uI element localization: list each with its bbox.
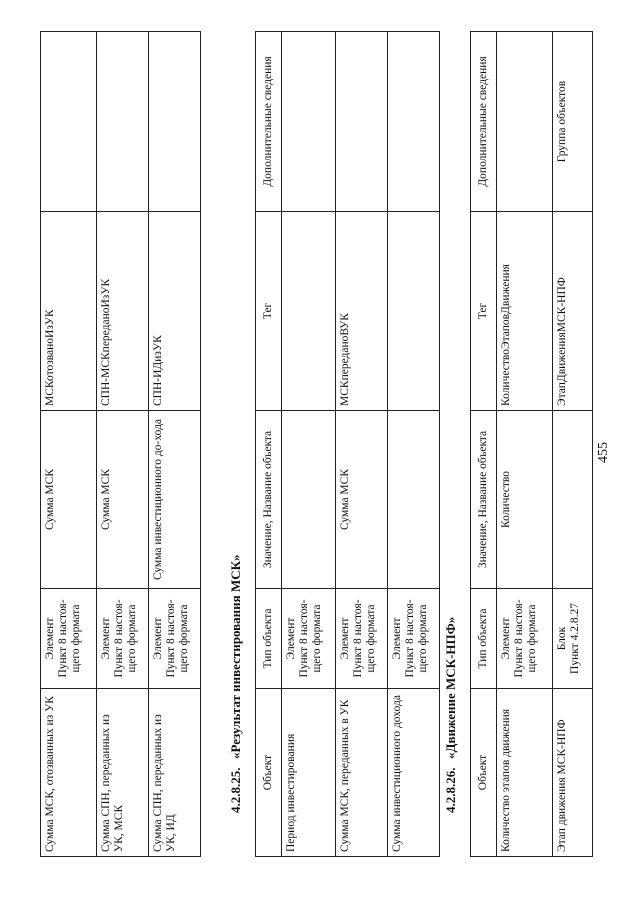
cell-tag: КоличествоЭтаповДвижения [497,212,553,411]
header-tag: Тег [471,212,497,411]
section-heading: 4.2.8.25.«Результат инвестирования МСК» [228,554,243,813]
cell-tag [282,212,336,411]
cell-value [553,411,593,589]
header-extra: Дополнительные сведения [256,32,282,212]
table-row [336,32,388,857]
cell-tag: СПН-ИДизУК [149,212,201,411]
cell-tag [388,212,440,411]
table-row [149,32,201,857]
cell-type: Элемент Пункт 8 настоя- щего формата [497,589,553,689]
cell-value: Сумма МСК [336,411,388,589]
cell-object: Сумма СПН, переданных из УК, МСК [97,689,149,857]
cell-tag: СПН-МСКпереданоИзУК [97,212,149,411]
section-heading: 4.2.8.26.«Движение МСК-НПФ» [443,616,458,813]
cell-value [282,411,336,589]
header-object: Объект [471,689,497,857]
table-header-row [256,32,282,857]
header-tag: Тег [256,212,282,411]
table-continuation [40,31,201,857]
cell-extra [282,32,336,212]
cell-value: Количество [497,411,553,589]
table-row [282,32,336,857]
page-number: 455 [596,442,611,463]
cell-extra [97,32,149,212]
header-type: Тип объекта [471,589,497,689]
cell-value [388,411,440,589]
cell-value: Сумма инвестиционного до-хода [149,411,201,589]
table-row [497,32,553,857]
cell-type: Элемент Пункт 8 настоя- щего формата [282,589,336,689]
cell-extra [336,32,388,212]
cell-extra [41,32,97,212]
header-value: Значение, Название объекта [256,411,282,589]
table-row [41,32,97,857]
header-object: Объект [256,689,282,857]
header-extra: Дополнительные сведения [471,32,497,212]
cell-extra [497,32,553,212]
investment-result-table [255,31,440,857]
cell-type: Элемент Пункт 8 настоя- щего формата [41,589,97,689]
cell-value: Сумма МСК [41,411,97,589]
cell-object: Сумма МСК, переданных в УК [336,689,388,857]
table-row [553,32,593,857]
cell-type: Элемент Пункт 8 настоя- щего формата [149,589,201,689]
cell-object: Период инвестирования [282,689,336,857]
cell-extra [149,32,201,212]
header-value: Значение, Название объекта [471,411,497,589]
cell-object: Сумма СПН, переданных из УК, ИД [149,689,201,857]
cell-type: Блок Пункт 4.2.8.27 [553,589,593,689]
cell-type: Элемент Пункт 8 настоя- щего формата [97,589,149,689]
cell-tag: МСКотозваноИзУК [41,212,97,411]
cell-tag: МСКпереданоВУК [336,212,388,411]
header-type: Тип объекта [256,589,282,689]
table-row [388,32,440,857]
cell-value: Сумма МСК [97,411,149,589]
cell-object: Количество этапов движения [497,689,553,857]
cell-extra: Группа объектов [553,32,593,212]
cell-object: Сумма МСК, отозванных из УК [41,689,97,857]
table-header-row [471,32,497,857]
table-row [97,32,149,857]
cell-extra [388,32,440,212]
movement-table [470,31,593,857]
cell-object: Сумма инвестиционного дохода [388,689,440,857]
cell-object: Этап движения МСК-НПФ [553,689,593,857]
cell-type: Элемент Пункт 8 настоя- щего формата [388,589,440,689]
cell-type: Элемент Пункт 8 настоя- щего формата [336,589,388,689]
cell-tag: ЭтапДвиженияМСК-НПФ [553,212,593,411]
